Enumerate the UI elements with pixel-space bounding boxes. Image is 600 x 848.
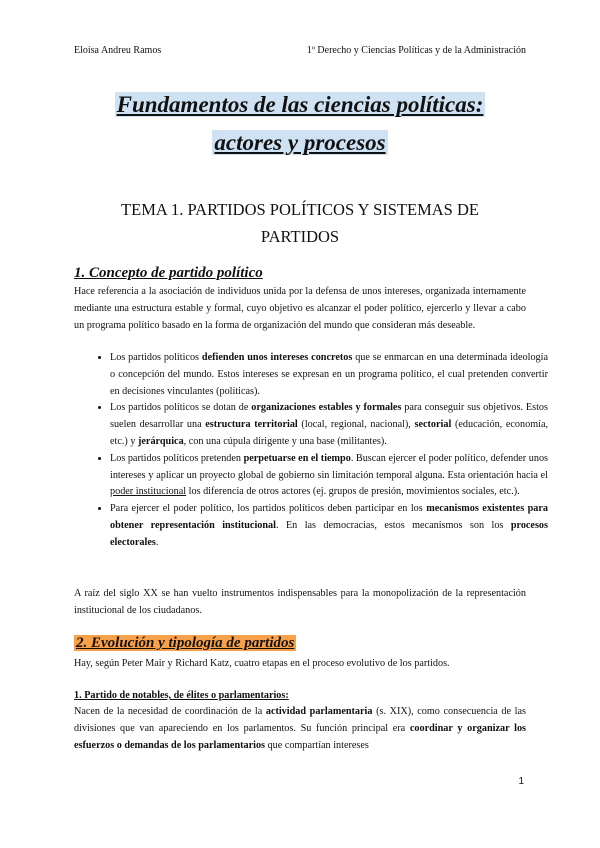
bullet-item: • Los partidos políticos defienden unos intereses concretos que se enmarcan en una determinada ideología o concepción del mundo. Estos intereses se expresan en un programa político, el cual pretenden convertir en decisiones vinculantes (políticas). <box>110 350 548 400</box>
bullet-item: • Los partidos políticos se dotan de organizaciones estables y formales para conseguir sus objetivos. Estos suelen desarrollar una estructura territorial (local, regional, nacional), sectorial (educación, economía, etc.) y jerárquica, con una cúpula dirigente y una base (militantes). <box>110 400 548 450</box>
section-1-intro: Hace referencia a la asociación de individuos unida por la defensa de unos intereses, organizada internamente mediante una estructura estable y formal, cuyo objetivo es alcanzar el poder político, ejercerlo y llevar a cabo un programa político basado en la forma de organización del mundo que consideran más deseable. <box>74 286 526 331</box>
section-2-paragraph: Nacen de la necesidad de coordinación de la actividad parlamentaria (s. XIX), como consecuencia de las divisiones que van apareciendo en los parlamentos. Su función principal era coordinar y organizar los esfuerzos o demandas de los parlamentarios que compartían intereses <box>74 706 526 751</box>
bullet-item: • Los partidos políticos pretenden perpetuarse en el tiempo. Buscan ejercer el poder político, defender unos intereses y aplicar un proyecto global de gobierno sin limitación temporal alguna. Esta orientación hacia el poder institucional los diferencia de otros actores (ej. grupos de presión, movimientos sociales, etc.). <box>110 451 548 501</box>
section-2-intro: Hay, según Peter Mair y Richard Katz, cuatro etapas en el proceso evolutivo de los partidos. <box>74 658 450 669</box>
tema-heading: TEMA 1. PARTIDOS POLÍTICOS Y SISTEMAS DE PARTIDOS <box>121 200 479 246</box>
section-1-bullets <box>88 350 548 552</box>
section-2-heading: 2. Evolución y tipología de partidos <box>76 635 295 651</box>
page-number: 1 <box>518 776 524 787</box>
document-title-line-2: actores y procesos <box>214 130 386 155</box>
header-course: 1º Derecho y Ciencias Políticas y de la Administración <box>306 45 526 56</box>
bullet-item: • Para ejercer el poder político, los partidos políticos deben participar en los mecanismos existentes para obtener representación institucional. En las democracias, estos mecanismos son los procesos electorales. <box>110 501 548 551</box>
document-title-line-1: Fundamentos de las ciencias políticas: <box>116 92 484 117</box>
section-1-closing: A raíz del siglo XX se han vuelto instrumentos indispensables para la monopolización de la representación institucional de los ciudadanos. <box>74 588 526 616</box>
header-author: Eloísa Andreu Ramos <box>74 45 162 56</box>
page-header <box>74 44 526 58</box>
subsection-heading: 1. Partido de notables, de élites o parlamentarios: <box>74 690 289 701</box>
section-1-heading: 1. Concepto de partido político <box>74 265 263 281</box>
